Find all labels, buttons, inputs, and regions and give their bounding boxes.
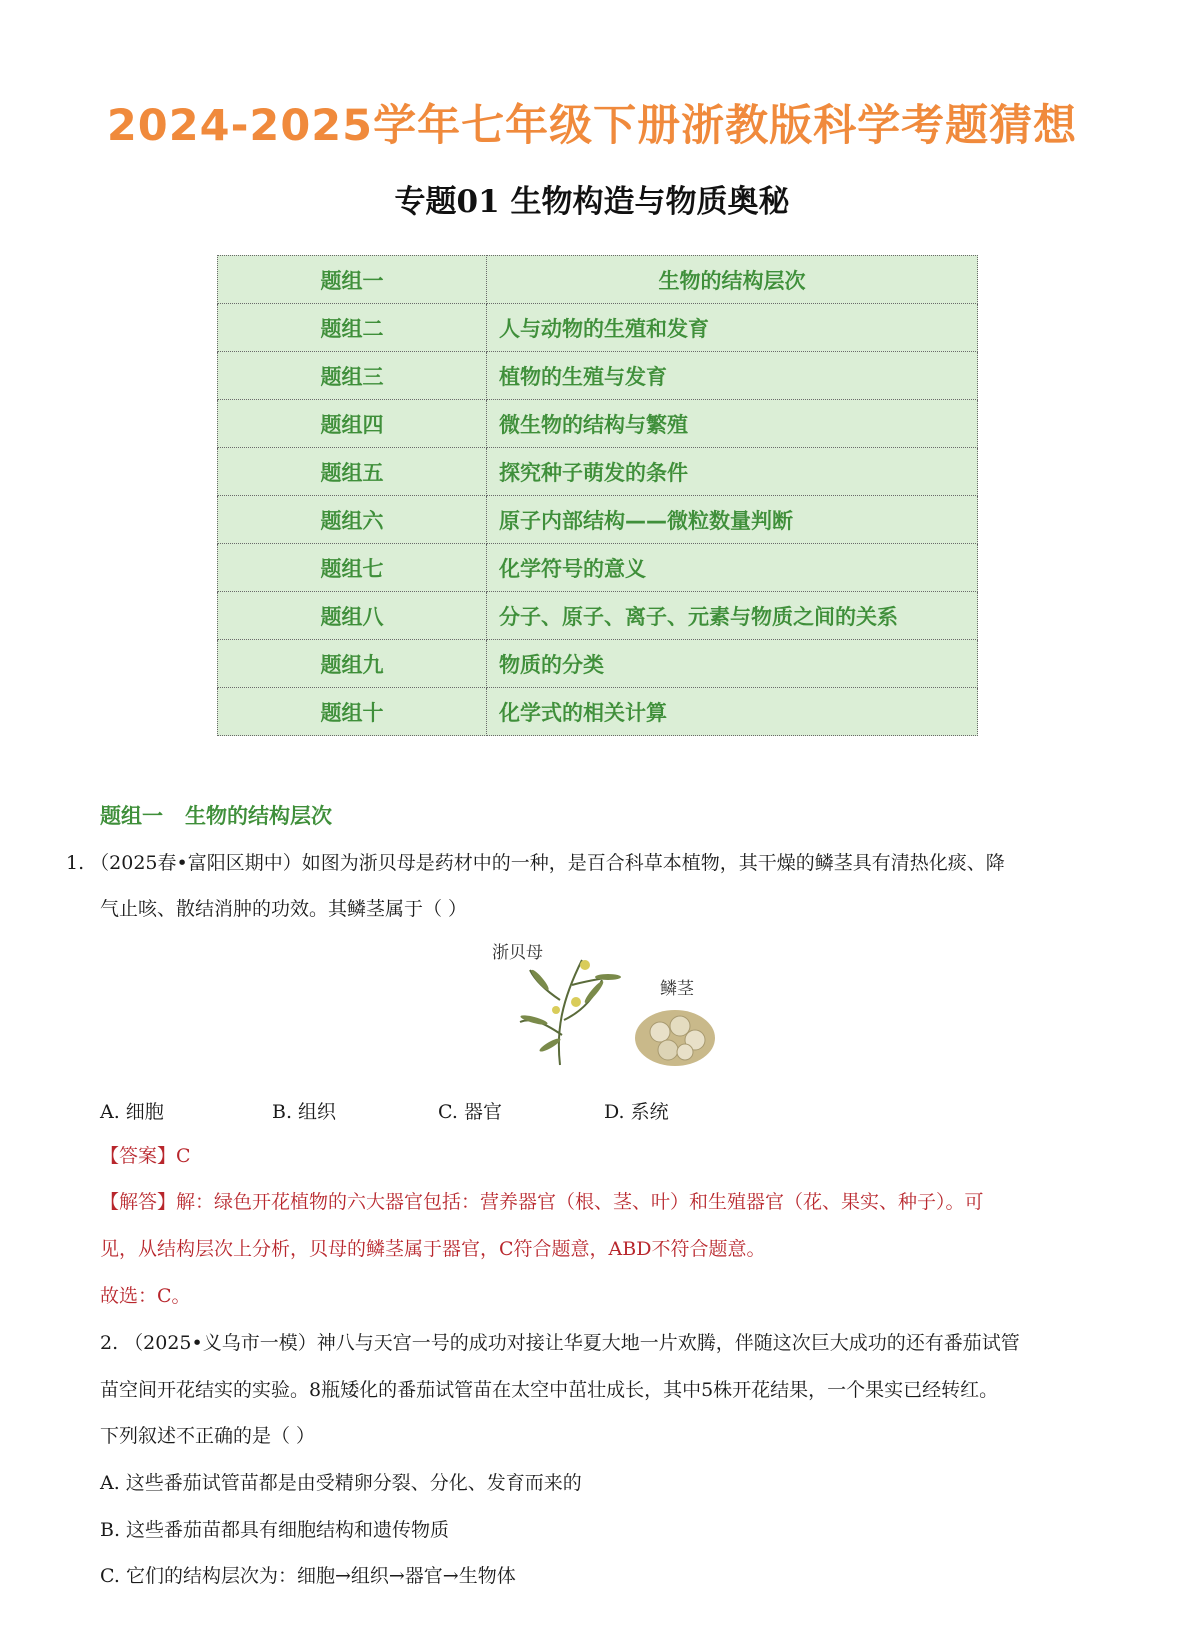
- section-label: 题组一: [100, 804, 163, 828]
- q2-text-line1: 2. （2025•义乌市一模）神八与天宫一号的成功对接让华夏大地一片欢腾，伴随这次巨大成功的还有番茄试管: [100, 1332, 1020, 1354]
- subtitle: 专题01 生物构造与物质奥秘: [394, 184, 790, 220]
- topic-table: [217, 255, 978, 736]
- topic-title: 分子、原子、离子、元素与物质之间的关系: [487, 592, 978, 640]
- section-heading: [100, 800, 332, 830]
- q2-option-a: A. 这些番茄试管苗都是由受精卵分裂、分化、发育而来的: [100, 1472, 582, 1494]
- q1-figure: [490, 940, 730, 1072]
- q1-answer: [100, 1143, 191, 1169]
- topic-row: [218, 352, 978, 400]
- main-title: 2024-2025学年七年级下册浙教版科学考题猜想: [106, 101, 1078, 151]
- q1-analysis-line2: 见，从结构层次上分析，贝母的鳞茎属于器官，C符合题意，ABD不符合题意。: [100, 1238, 766, 1260]
- analysis-tag: 【解答】: [100, 1191, 177, 1213]
- bulb-drawing: [635, 1010, 715, 1066]
- analysis-text: 解：绿色开花植物的六大器官包括：营养器官（根、茎、叶）和生殖器官（花、果实、种子）。可: [176, 1191, 984, 1213]
- topic-row: [218, 688, 978, 736]
- topic-title: 探究种子萌发的条件: [487, 448, 978, 496]
- q1-option-c: C. 器官: [438, 1101, 502, 1123]
- topic-row: [218, 304, 978, 352]
- topic-group: 题组八: [218, 592, 487, 640]
- section-title: 生物的结构层次: [185, 804, 332, 828]
- topic-title: 人与动物的生殖和发育: [487, 304, 978, 352]
- topic-row: [218, 400, 978, 448]
- topic-group: 题组九: [218, 640, 487, 688]
- answer-value: C: [176, 1145, 191, 1167]
- topic-group: 题组三: [218, 352, 487, 400]
- q1-text-line1: 1. （2025春•富阳区期中）如图为浙贝母是药材中的一种，是百合科草本植物，其干燥的鳞茎具有清热化痰、降: [66, 852, 1005, 874]
- q1-option-a: A. 细胞: [100, 1101, 164, 1123]
- q2-option-b: B. 这些番茄苗都具有细胞结构和遗传物质: [100, 1519, 450, 1541]
- topic-row: [218, 592, 978, 640]
- q1-conclusion: 故选：C。: [100, 1285, 191, 1307]
- topic-group: 题组七: [218, 544, 487, 592]
- topic-group: 题组四: [218, 400, 487, 448]
- q1-option-d: D. 系统: [604, 1101, 669, 1123]
- topic-title: 物质的分类: [487, 640, 978, 688]
- topic-title: 原子内部结构——微粒数量判断: [487, 496, 978, 544]
- q2-text-line3: 下列叙述不正确的是（ ）: [100, 1425, 316, 1447]
- q1-analysis-line1: [100, 1189, 984, 1215]
- topic-title: 化学符号的意义: [487, 544, 978, 592]
- topic-group: 题组五: [218, 448, 487, 496]
- topic-title: 微生物的结构与繁殖: [487, 400, 978, 448]
- topic-group: 题组二: [218, 304, 487, 352]
- topic-row: [218, 640, 978, 688]
- q1-option-b: B. 组织: [272, 1101, 337, 1123]
- answer-tag: 【答案】: [100, 1145, 177, 1167]
- q2-option-c: C. 它们的结构层次为：细胞→组织→器官→生物体: [100, 1565, 516, 1587]
- fritillaria-illustration: [490, 940, 730, 1072]
- topic-row: [218, 544, 978, 592]
- topic-row: [218, 256, 978, 304]
- topic-row: [218, 496, 978, 544]
- plant-leaves: [520, 968, 621, 1053]
- topic-row: [218, 448, 978, 496]
- figure-label-plant: 浙贝母: [492, 943, 543, 963]
- topic-title: 植物的生殖与发育: [487, 352, 978, 400]
- topic-title: 生物的结构层次: [487, 256, 978, 304]
- q2-text-line2: 苗空间开花结实的实验。8瓶矮化的番茄试管苗在太空中茁壮成长，其中5株开花结果，一个果实已经转红。: [100, 1379, 999, 1401]
- topic-group: 题组六: [218, 496, 487, 544]
- topic-group: 题组一: [218, 256, 487, 304]
- q1-text-line2: 气止咳、散结消肿的功效。其鳞茎属于（ ）: [100, 898, 468, 920]
- topic-title: 化学式的相关计算: [487, 688, 978, 736]
- figure-label-bulb: 鳞茎: [660, 979, 694, 999]
- topic-group: 题组十: [218, 688, 487, 736]
